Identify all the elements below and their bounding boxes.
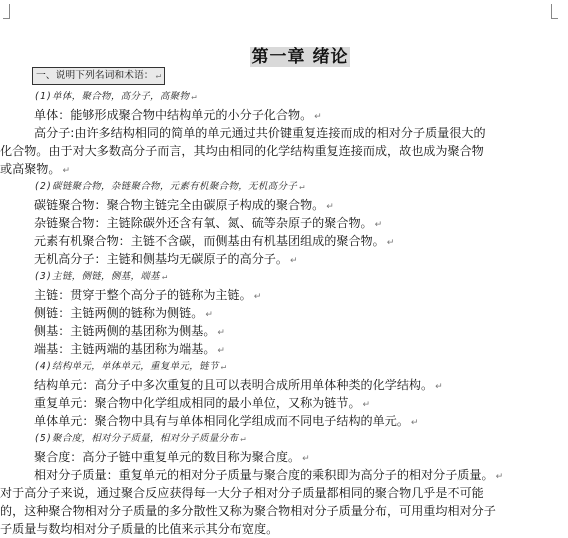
term-list-line (34, 268, 568, 286)
line-text: (1)单体，聚合物，高分子，高聚物 (34, 91, 190, 102)
paragraph-mark: ↵ (161, 272, 168, 282)
line-text: 主链：贯穿于整个高分子的链称为主链。 (34, 288, 252, 302)
text-line (34, 394, 568, 414)
paragraph-mark: ↵ (326, 202, 334, 212)
line-text: 的，这种聚合物相对分子质量的多分散性又称为聚合物相对分子质量分布，可用重均相对分子 (0, 504, 496, 518)
paragraph-mark: ↵ (289, 256, 298, 266)
line-text: 或高聚物。 (0, 162, 61, 176)
paragraph-mark: ↵ (299, 182, 305, 192)
text-line (34, 250, 568, 270)
line-text: 端基：主链两端的基团称为端基。 (34, 342, 216, 356)
text-line (34, 214, 568, 234)
line-text: (5)聚合度，相对分子质量，相对分子质量分布 (34, 433, 239, 444)
line-text: 侧基：主链两侧的基团称为侧基。 (34, 324, 216, 338)
line-text: 单体：能够形成聚合物中结构单元的小分子化合物。 (34, 108, 313, 122)
margin-corner-mark (3, 4, 10, 19)
chapter-title (0, 42, 568, 67)
text-line (34, 466, 568, 486)
line-text: 相对分子质量：重复单元的相对分子质量与聚合度的乘积即为高分子的相对分子质量。 (34, 468, 494, 482)
line-text: 结构单元：高分子中多次重复的且可以表明合成所用单体种类的化学结构。 (34, 378, 434, 392)
line-text: 重复单元：聚合物中化学组成相同的最小单位，又称为链节。 (34, 396, 361, 410)
section-heading (32, 67, 165, 85)
text-line (34, 448, 568, 468)
paragraph-mark: ↵ (374, 220, 383, 230)
paragraph-mark: ↵ (435, 382, 443, 392)
text-line (0, 502, 568, 520)
line-text: 杂链聚合物：主链除碳外还含有氧、氮、硫等杂原子的聚合物。 (34, 216, 373, 230)
line-text: 无机高分子：主链和侧基均无碳原子的高分子。 (34, 252, 288, 266)
line-text: 单体单元：聚合物中具有与单体相同化学组成而不同电子结构的单元。 (34, 414, 409, 428)
line-text: 聚合度：高分子链中重复单元的数目称为聚合度。 (34, 450, 301, 464)
text-line (34, 322, 568, 342)
line-text: (2)碳链聚合物，杂链聚合物，元素有机聚合物，无机高分子 (34, 181, 298, 192)
text-line (34, 376, 568, 396)
line-text: 化合物。由于对大多数高分子而言，其均由相同的化学结构重复连接而成，故也成为聚合物 (0, 144, 484, 158)
line-text: (3)主链，侧链，侧基，端基 (34, 271, 160, 282)
text-line (0, 484, 568, 502)
paragraph-mark: ↵ (240, 434, 246, 444)
line-text: 子质量与数均相对分子质量的比值来示其分布宽度。 (0, 522, 279, 536)
line-text: (4)结构单元，单体单元，重复单元，链节 (34, 361, 219, 372)
text-line (0, 520, 568, 538)
section-heading-text: 一、说明下列名词和术语： (36, 70, 154, 81)
text-line (34, 340, 568, 360)
text-line (34, 286, 568, 306)
text-line (34, 124, 568, 142)
paragraph-mark: ↵ (155, 71, 161, 81)
line-text: 元素有机聚合物：主链不含碳，而侧基由有机基团组成的聚合物。 (34, 234, 385, 248)
text-line (34, 196, 568, 216)
text-line (34, 304, 568, 324)
term-list-line (34, 178, 568, 196)
text-line (34, 232, 568, 252)
paragraph-mark: ↵ (302, 454, 310, 464)
text-line (34, 106, 568, 126)
paragraph-mark: ↵ (253, 292, 262, 302)
paragraph-mark: ↵ (205, 310, 213, 320)
chapter-title-text: 第一章 绪论 (251, 47, 349, 67)
text-line (0, 160, 568, 180)
term-list-line (34, 430, 568, 448)
paragraph-mark: ↵ (191, 92, 197, 102)
paragraph-mark: ↵ (495, 472, 504, 482)
line-text: 碳链聚合物：聚合物主链完全由碳原子构成的聚合物。 (34, 198, 325, 212)
term-list-line (34, 358, 568, 376)
paragraph-mark: ↵ (386, 238, 395, 248)
paragraph-mark: ↵ (362, 400, 371, 410)
line-text: 侧链：主链两侧的链称为侧链。 (34, 306, 204, 320)
text-line (0, 142, 568, 160)
paragraph-mark: ↵ (62, 166, 71, 176)
line-text: 对于高分子来说，通过聚合反应获得每一大分子相对分子质量都相同的聚合物几乎是不可能 (0, 486, 484, 500)
term-list-line (34, 88, 568, 106)
paragraph-mark: ↵ (217, 328, 225, 338)
paragraph-mark: ↵ (410, 418, 419, 428)
text-line (34, 412, 568, 432)
paragraph-mark: ↵ (217, 346, 225, 356)
line-text: 高分子:由许多结构相同的简单的单元通过共价键重复连接而成的相对分子质量很大的 (34, 126, 486, 140)
margin-corner-mark (551, 4, 558, 19)
paragraph-mark: ↵ (314, 112, 322, 122)
paragraph-mark: ↵ (220, 362, 227, 372)
